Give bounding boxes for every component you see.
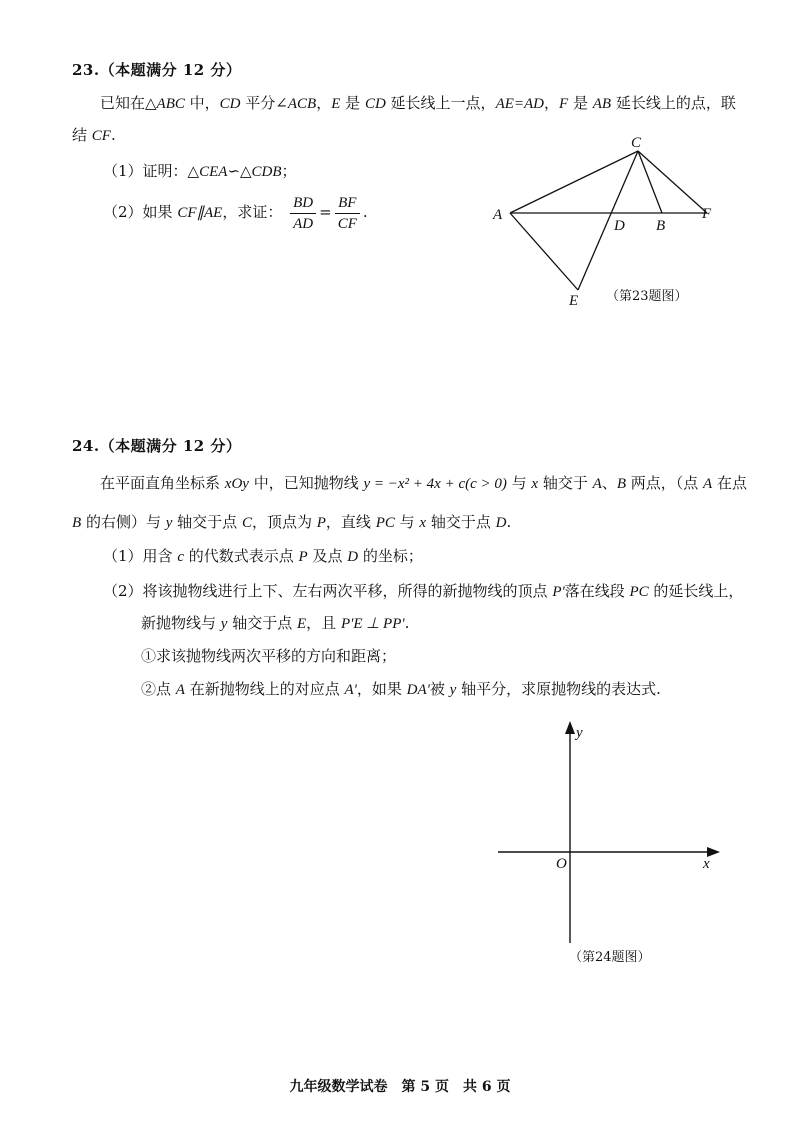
text: 在点 <box>712 474 747 492</box>
line-ac <box>510 151 638 213</box>
math: D <box>495 515 507 531</box>
equals-sign: = <box>319 203 332 221</box>
text: 的右侧）与 <box>81 513 166 531</box>
math: PC <box>375 515 395 531</box>
y-axis-arrow-icon <box>565 721 575 734</box>
text: 落在线段 <box>564 582 630 600</box>
text: 已知在△ <box>100 94 157 112</box>
text: ，直线 <box>325 513 376 531</box>
text: 新抛物线与 <box>141 614 221 632</box>
math: A <box>703 476 713 492</box>
text: . <box>506 513 512 531</box>
q23-intro-line1 <box>100 92 736 115</box>
numerator: BF <box>335 193 360 214</box>
line-ce <box>578 151 638 290</box>
text: 中，已知抛物线 <box>248 474 364 492</box>
text: ∽△ <box>227 162 252 180</box>
text: ， <box>316 94 332 112</box>
text: 轴交于点 <box>227 614 297 632</box>
text: 的代数式表示点 <box>183 547 299 565</box>
math: AE=AD <box>495 96 545 112</box>
text: ； <box>281 162 297 180</box>
text: 轴交于 <box>538 474 593 492</box>
q24-figure-caption: （第24题图） <box>569 950 651 965</box>
label-f: F <box>702 206 712 222</box>
fraction-bf-cf <box>335 193 360 234</box>
q24-part1 <box>103 545 423 568</box>
math: ACB <box>287 96 317 112</box>
text: 延长线上的点，联 <box>611 94 736 112</box>
text: 轴交于点 <box>172 513 242 531</box>
text: ，且 <box>306 614 341 632</box>
text: . <box>110 126 116 144</box>
math: C <box>241 515 252 531</box>
text: （2）如果 <box>103 203 178 221</box>
math: y <box>165 515 173 531</box>
q24-figure <box>490 715 730 950</box>
label-x: x <box>703 856 710 872</box>
text: 结 <box>72 126 92 144</box>
math: ABC <box>156 96 185 112</box>
math: CDB <box>251 164 282 180</box>
text: 轴交于点 <box>426 513 496 531</box>
text: ，顶点为 <box>251 513 317 531</box>
math: CD <box>364 96 386 112</box>
math: P <box>298 549 308 565</box>
q24-intro-line2 <box>72 511 511 534</box>
q24-part2-line1 <box>103 580 743 603</box>
label-e: E <box>569 293 579 309</box>
q23-part1 <box>103 160 297 183</box>
text: （1）证明：△ <box>103 162 200 180</box>
q23-figure-caption: （第23题图） <box>606 289 688 304</box>
math: P' <box>552 584 565 600</box>
text: ②点 <box>141 680 176 698</box>
math: E <box>331 96 341 112</box>
math: A <box>592 476 602 492</box>
q24-header: 24.（本题满分 12 分） <box>72 437 242 455</box>
text: 在新抛物线上的对应点 <box>184 680 345 698</box>
page-footer: 九年级数学试卷 第 5 页 共 6 页 <box>289 1079 511 1095</box>
math: B <box>616 476 626 492</box>
line-cf <box>638 151 707 213</box>
q24-sub2 <box>141 678 661 701</box>
text: ， <box>544 94 560 112</box>
text: 是 <box>340 94 365 112</box>
numerator: BD <box>290 193 316 214</box>
text: （2）将该抛物线进行上下、左右两次平移，所得的新抛物线的顶点 <box>103 582 553 600</box>
text: . <box>362 203 368 221</box>
text: （1）用含 <box>103 547 178 565</box>
text: 、 <box>601 474 617 492</box>
label-a: A <box>493 207 503 223</box>
text: ，求证： <box>222 203 283 221</box>
math: P'E ⊥ PP' <box>340 616 405 632</box>
q24-part2-line2 <box>141 612 409 635</box>
fraction-bd-ad <box>290 193 316 234</box>
label-origin: O <box>556 856 567 872</box>
math: CD <box>219 96 241 112</box>
text: ，如果 <box>356 680 407 698</box>
text: . <box>404 614 410 632</box>
text: 平分∠ <box>240 94 288 112</box>
denominator: CF <box>337 215 357 232</box>
math: A' <box>344 682 357 698</box>
math: xOy <box>224 476 249 492</box>
text: 与 <box>506 474 532 492</box>
math: E <box>297 616 307 632</box>
math: DA' <box>406 682 430 698</box>
math: D <box>347 549 359 565</box>
text: 在平面直角坐标系 <box>100 474 225 492</box>
math: CEA <box>199 164 228 180</box>
math: c <box>177 549 184 565</box>
math: y <box>449 682 457 698</box>
text: 的坐标； <box>358 547 423 565</box>
text: 两点，（点 <box>626 474 704 492</box>
parabola-equation: y = −x² + 4x + c(c > 0) <box>363 476 507 492</box>
math: P <box>316 515 326 531</box>
line-cb <box>638 151 662 213</box>
label-y: y <box>576 725 583 741</box>
q24-sub1: ①求该抛物线两次平移的方向和距离； <box>141 647 397 665</box>
text: 中， <box>184 94 220 112</box>
math: B <box>72 515 82 531</box>
label-c: C <box>631 135 642 151</box>
math: x <box>419 515 427 531</box>
math: CF∥AE <box>177 205 223 221</box>
math: AB <box>592 96 612 112</box>
text: 被 <box>429 680 450 698</box>
text: 及点 <box>307 547 348 565</box>
label-d: D <box>614 218 625 234</box>
math: CF <box>91 128 111 144</box>
q24-intro-line1 <box>100 472 747 495</box>
q23-intro-line2 <box>72 124 116 147</box>
text: 与 <box>394 513 420 531</box>
text: 延长线上一点， <box>385 94 496 112</box>
text: 轴平分，求原抛物线的表达式. <box>456 680 661 698</box>
math: y <box>220 616 228 632</box>
math: x <box>531 476 539 492</box>
q23-part2 <box>103 190 368 235</box>
text: 是 <box>568 94 593 112</box>
label-b: B <box>656 218 666 234</box>
q23-header: 23.（本题满分 12 分） <box>72 61 242 79</box>
math: F <box>559 96 569 112</box>
math: A <box>175 682 185 698</box>
math: PC <box>629 584 649 600</box>
text: 的延长线上， <box>648 582 744 600</box>
line-ae <box>510 213 578 290</box>
denominator: AD <box>293 215 314 232</box>
